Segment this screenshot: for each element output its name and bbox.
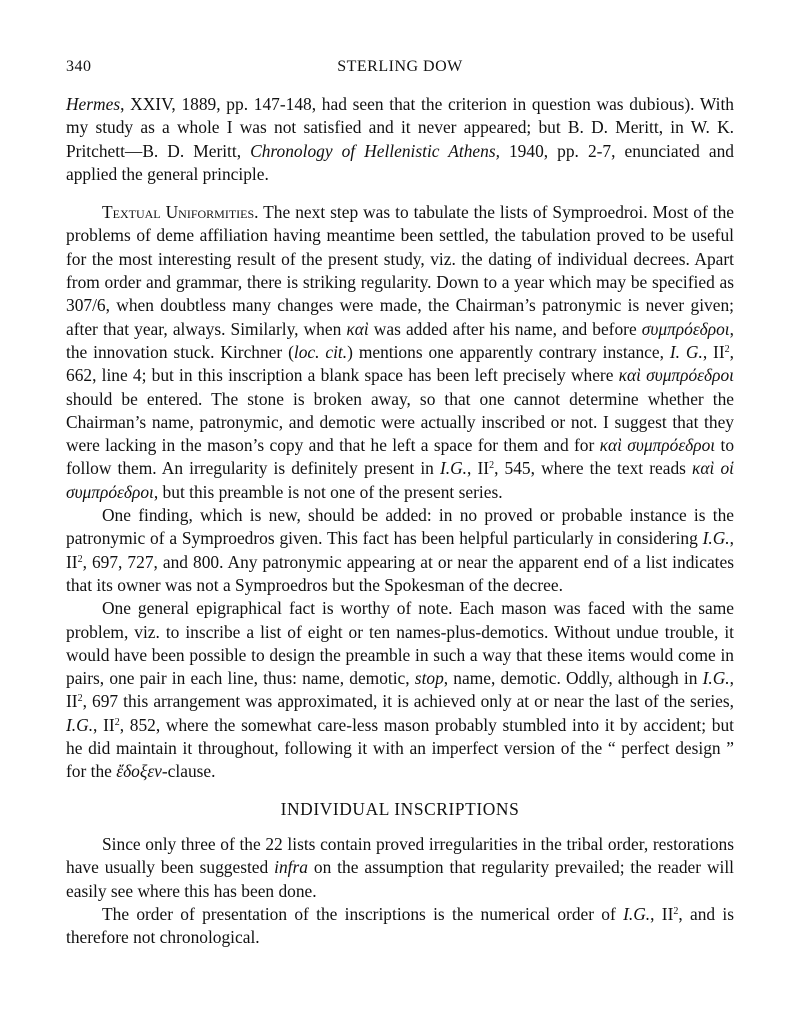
page xyxy=(66,58,734,949)
text-run: , name, demotic. Oddly, although in xyxy=(443,668,703,689)
greek-term: καὶ συμπρόεδροι xyxy=(618,365,734,386)
text-run: , II xyxy=(66,528,734,572)
paragraph-order xyxy=(66,903,734,950)
text-run: , II xyxy=(66,668,734,712)
body-text xyxy=(66,93,734,949)
superscript: 2 xyxy=(77,693,83,705)
text-run: , but this preamble is not one of the present series. xyxy=(153,481,503,502)
greek-term: συμπρόεδροι xyxy=(641,318,730,339)
text-run: , XXIV, 1889, pp. 147-148, had seen that the criterion in question was dubious). With my study as a whole I was not satisfied and it never appeared; but B. D. Meritt, in W. K. Pritchett—B. D. Meritt, xyxy=(66,94,734,161)
running-title: STERLING DOW xyxy=(337,58,463,75)
text-run: ) mentions one apparently contrary instance, xyxy=(347,341,670,362)
citation-abbrev: I.G. xyxy=(439,458,468,479)
text-run: One general epigraphical fact is worthy of note. Each mason was faced with the same problem, viz. to inscribe a list of eight or ten names-plus-demotics. Without undue trouble, it would have been possible to design the preamble in such a way that these items would come in pairs, one pair in each line, thus: name, demotic, xyxy=(66,598,734,689)
text-run: , II xyxy=(93,714,115,735)
text-run: , 852, where the somewhat care-less mason probably stumbled into it by accident; but he did maintain it throughout, following it with an imperfect version of the “ perfect design ” for the xyxy=(66,714,734,782)
superscript: 2 xyxy=(724,343,730,355)
superscript: 2 xyxy=(77,553,83,565)
text-run: -clause. xyxy=(161,761,216,782)
greek-term: καὶ xyxy=(346,318,369,339)
text-run: The next step was to tabulate the lists of Symproedroi. Most of the problems of deme affiliation having meantime been settled, the tabulation proved to be useful for the most interesting result of the present study, viz. the dating of individual decrees. Apart from order and grammar, there is striking regularity. Down to a year which may be specified as 307/6, when doubtless many changes were made, the Chairman’s patronymic is never given; after that year, always. Similarly, when xyxy=(66,202,734,339)
italic-term: infra xyxy=(274,857,308,878)
text-run: on the assumption that regularity prevailed; the reader will easily see where this has been done. xyxy=(66,857,734,901)
greek-term: καὶ οἱ συμπρόεδροι xyxy=(66,458,734,502)
text-run: , II xyxy=(650,903,674,924)
text-run: , 697, 727, and 800. Any patronymic appearing at or near the apparent end of a list indicates that its owner was not a Symproedros but the Spokesman of the decree. xyxy=(66,551,734,595)
text-run: , 662, line 4; but in this inscription a blank space has been left precisely where xyxy=(66,341,735,386)
page-number: 340 xyxy=(66,58,92,75)
superscript: 2 xyxy=(673,905,679,917)
paragraph-continuation xyxy=(66,93,734,186)
run-in-heading: Textual Uniformities. xyxy=(102,202,259,223)
section-heading: INDIVIDUAL INSCRIPTIONS xyxy=(280,798,520,819)
italic-term: stop xyxy=(414,668,444,689)
text-run: , and is therefore not chronological. xyxy=(66,903,734,948)
citation-abbrev: I.G. xyxy=(702,528,730,549)
greek-term: καὶ συμπρόεδροι xyxy=(599,435,716,456)
text-run: The order of presentation of the inscriptions is the numerical order of xyxy=(102,903,624,924)
superscript: 2 xyxy=(114,716,120,728)
greek-term: ἔδοξεν xyxy=(116,761,162,782)
citation-abbrev: I.G. xyxy=(623,903,651,924)
text-run: , II xyxy=(702,341,725,362)
text-run: should be entered. The stone is broken away, so that one cannot determine whether the Chairman’s name, patronymic, and demotic were actually inscribed or not. I suggest that they were lacking in the mason’s copy and that he left a space for them and for xyxy=(66,388,734,456)
paragraph-textual-uniformities xyxy=(66,201,734,504)
running-head xyxy=(66,58,734,80)
citation-abbrev: I.G. xyxy=(702,668,730,689)
paragraph-restorations xyxy=(66,833,734,903)
superscript: 2 xyxy=(489,460,495,472)
text-run: , the innovation stuck. Kirchner ( xyxy=(66,318,734,362)
citation-abbrev: I. G. xyxy=(669,341,703,362)
text-run: , 545, where the text reads xyxy=(494,458,693,479)
italic-term: Hermes xyxy=(66,94,121,114)
text-run: Since only three of the 22 lists contain proved irregularities in the tribal order, restorations have usually been suggested xyxy=(66,833,734,878)
text-run: , 697 this arrangement was approximated, it is achieved only at or near the last of the series, xyxy=(82,691,734,712)
citation-abbrev: I.G. xyxy=(66,714,94,735)
text-run: One finding, which is new, should be added: in no proved or probable instance is the patronymic of a Symproedros given. This fact has been helpful particularly in considering xyxy=(66,505,734,549)
text-run: 1940, pp. 2-7, enunciated and applied the general principle. xyxy=(66,140,734,184)
text-run: was added after his name, and before xyxy=(368,318,642,339)
book-title: Chronology of Hellenistic Athens, xyxy=(250,140,500,161)
text-run: to follow them. An irregularity is definitely present in xyxy=(66,435,735,479)
text-run: , II xyxy=(467,458,490,479)
paragraph-epigraphical-fact xyxy=(66,597,734,783)
paragraph-finding xyxy=(66,504,734,597)
italic-term: loc. cit. xyxy=(293,341,348,362)
